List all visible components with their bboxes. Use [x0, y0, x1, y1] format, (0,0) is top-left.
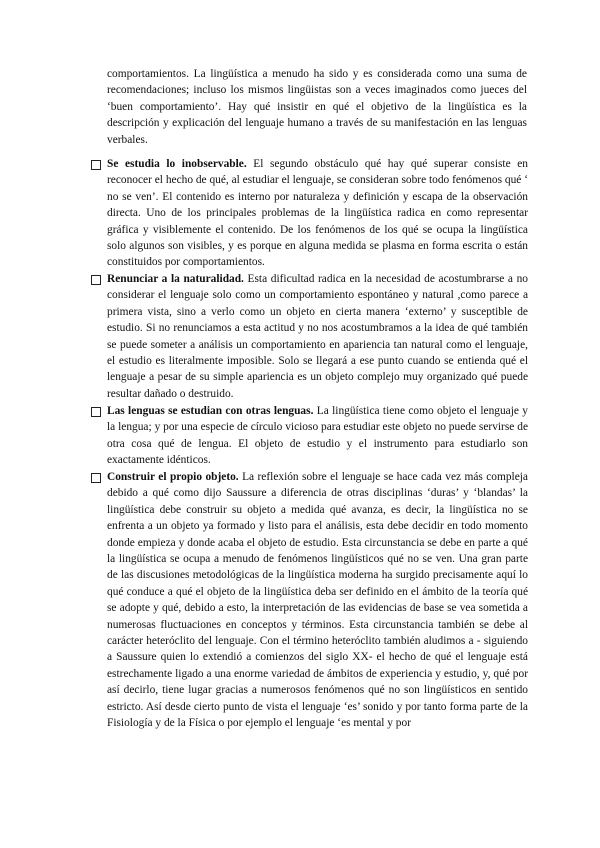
- list-item-inobservable: [91, 156, 528, 271]
- list-item-lenguas: [91, 403, 528, 469]
- item-body: La lingüística tiene como objeto el lenguaje y la lengua; y por una especie de círculo vicioso para estudiar este objeto no puede servirse de otra cosa qué de lengua. El objeto de estudio y el instrumento para estudiarlo son exactamente idénticos.: [107, 405, 528, 467]
- checkbox-bullet-icon: [91, 275, 101, 285]
- checkbox-bullet-icon: [91, 160, 101, 170]
- item-body: El segundo obstáculo qué hay qué superar consiste en reconocer el hecho de qué, al estudiar el lenguaje, se consideran sobre todo fenómenos qué ‘ no se ven’. El contenido es interno por naturaleza y definición y escapa de la observación directa. Uno de los principales problemas de la lingüística radica en como representar gráfica y visiblemente el contenido. De los fenómenos de los qué se ocupa la lingüística solo algunos son visibles, y es porque en alguna medida se plasma en forma escrita o están constituidos por comportamientos.: [107, 158, 528, 269]
- item-title: Renunciar a la naturalidad.: [107, 273, 244, 285]
- item-body: La reflexión sobre el lenguaje se hace cada vez más compleja debido a qué como dijo Saussure a diferencia de otras disciplinas ‘duras’ y ‘blandas’ la lingüística debe construir su objeto a medida qué avanza, es decir, la lingüística no se enfrenta a un objeto ya formado y listo para el análisis, esta debe decidir en todo momento donde empieza y donde acaba el objeto de estudio. Esta circunstancia se debe en parte a qué la lingüística se ocupa a menudo de fenómenos lingüísticos qué no se ven. Una gran parte de las discusiones metodológicas de la lingüística moderna ha surgido precisamente aquí lo qué conduce a qué el objeto de la lingüística deba ser definido en el ámbito de la teoría qué se adopte y qué, debido a esto, la interpretación de las evidencias de base se vea sometida a numerosas fluctuaciones en conceptos y términos. Esta circunstancia también se debe al carácter heteróclito del lenguaje. Con el término heteróclito también aludimos a - siguiendo a Saussure quien lo extendió a comienzos del siglo XX- el hecho de qué el lenguaje está estrechamente ligado a una enorme variedad de ámbitos de experiencia y estudio, y, qué por así decirlo, tiene lugar gracias a numerosos fenómenos qué no son lingüísticos en sentido estricto. Así desde cierto punto de vista el lenguaje ‘es’ sonido y por tanto forma parte de la Fisiología y de la Física o por ejemplo el lenguaje ‘es mental y por: [107, 471, 528, 730]
- list-item-naturalidad: [91, 271, 528, 402]
- item-body: Esta dificultad radica en la necesidad de acostumbrarse a no considerar el lenguaje solo como un comportamiento espontáneo y natural ,como parece a primera vista, sino a verlo como un objeto en cierta manera ‘externo’ y susceptible de estudio. Si no renunciamos a esta actitud y no nos acostumbramos a la idea de qué también se puede someter a análisis un comportamiento en apariencia tan natural como el lenguaje, el estudio es literalmente imposible. Solo se llegará a ese punto cuando se entienda qué el lenguaje a pesar de su simple apariencia es un objeto complejo muy organizado qué puede resultar dañado o destruido.: [107, 273, 528, 400]
- item-title: Construir el propio objeto.: [107, 471, 239, 483]
- item-title: Las lenguas se estudian con otras lenguas.: [107, 405, 314, 417]
- intro-paragraph: comportamientos. La lingüística a menudo ha sido y es considerada como una suma de recomendaciones; incluso los mismos lingüistas son a veces imaginados como jueces del ‘buen comportamiento’. Hay qué insistir en qué el objetivo de la lingüística es la descripción y explicación del lenguaje humano a través de su manifestación en las lenguas verbales.: [107, 68, 527, 146]
- checkbox-bullet-icon: [91, 473, 101, 483]
- checkbox-bullet-icon: [91, 407, 101, 417]
- list-item-construir: [91, 469, 528, 732]
- item-title: Se estudia lo inobservable.: [107, 158, 247, 170]
